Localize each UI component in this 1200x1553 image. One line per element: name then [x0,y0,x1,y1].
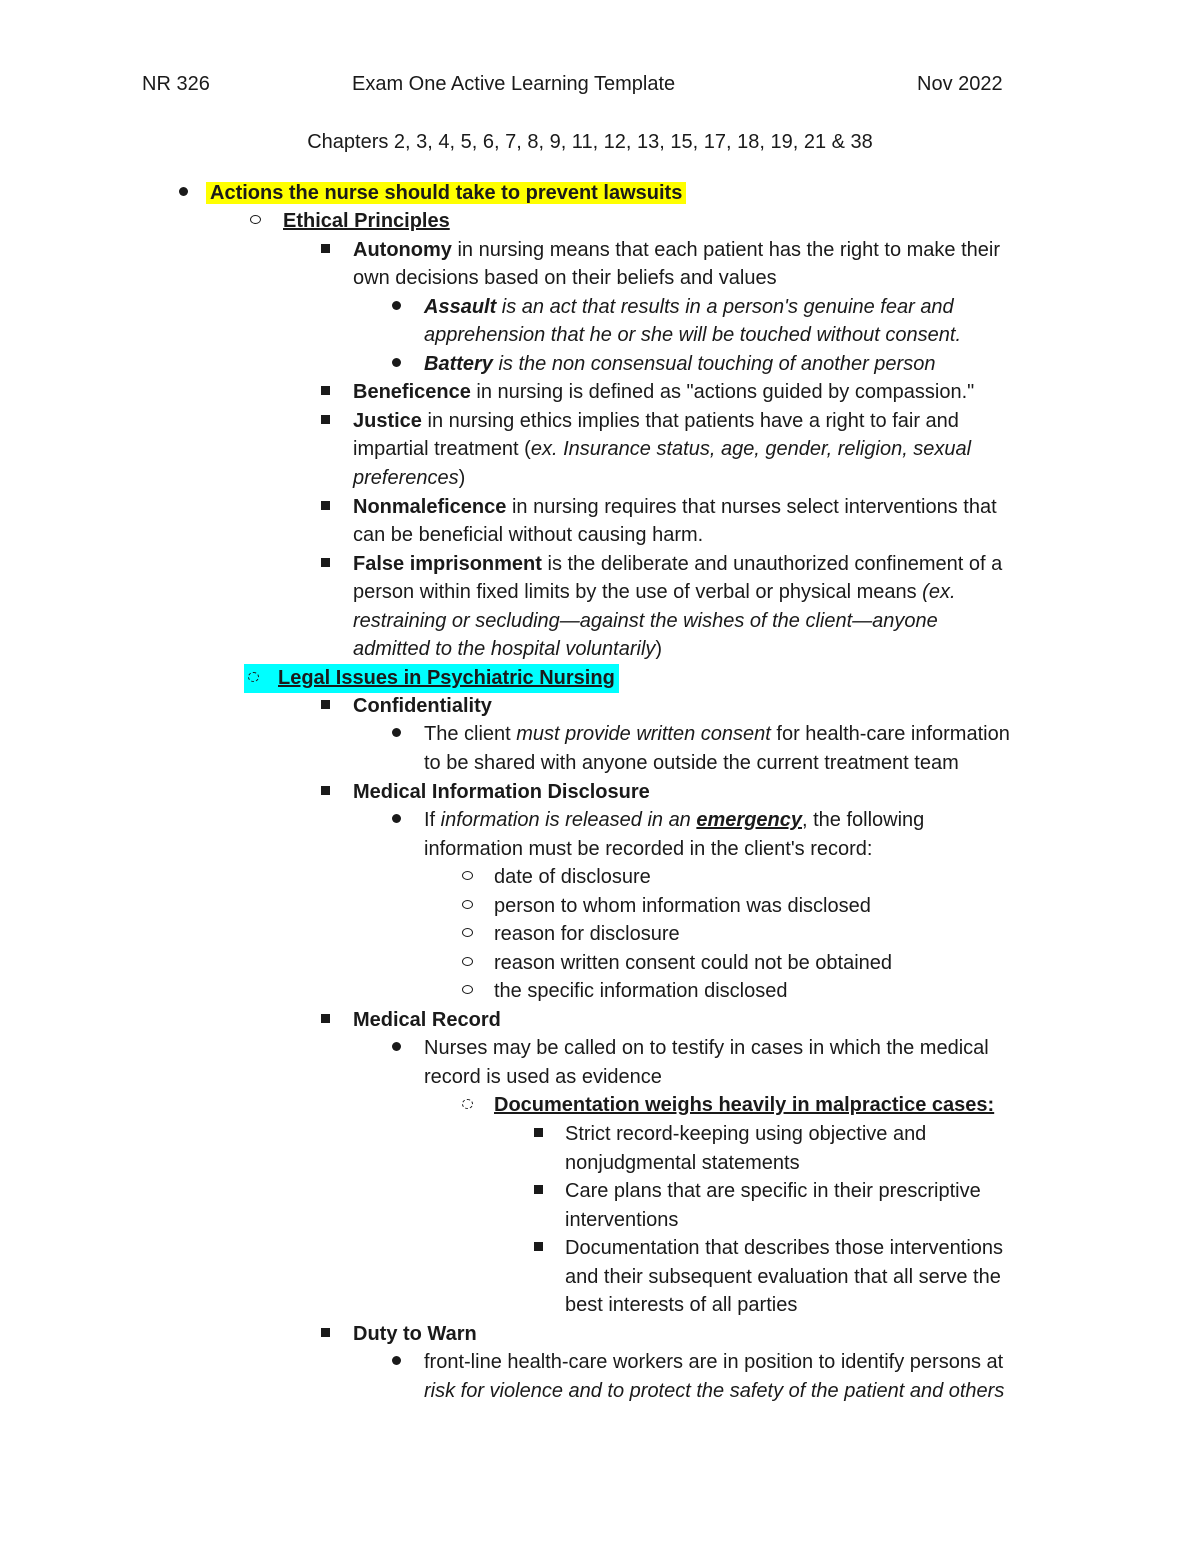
course-code: NR 326 [142,73,210,95]
text: for health-care information [770,723,1010,745]
topic-title: Medical Record [353,1009,501,1031]
bullet-square-icon [527,1177,549,1206]
text: Nurses may be called on to testify in cases in which the medical [424,1037,989,1059]
bullet-square-icon [314,493,336,522]
bullet-square-icon [527,1234,549,1263]
text-line: best interests of all parties [565,1294,798,1316]
example: ex. Insurance status, age, gender, religion, sexual [530,438,972,460]
bullet-ring-icon [456,863,478,892]
term: Justice [353,410,422,432]
text-line: record is used as evidence [424,1066,662,1088]
list-item-text: the specific information disclosed [494,980,788,1002]
definition-line: impartial treatment ( [353,438,531,460]
paren: ) [458,467,466,489]
example: admitted to the hospital voluntarily [353,638,656,660]
emphasis-strong: emergency [696,809,802,831]
list-item-text: reason written consent could not be obtained [494,952,893,974]
bullet-dashed-ring-icon [248,664,278,693]
bullet-ring-icon [456,920,478,949]
document-date: Nov 2022 [917,73,1003,95]
bullet-dot-icon [385,806,407,835]
term: Autonomy [353,239,452,261]
definition-line: can be beneficial without causing harm. [353,524,704,546]
text-line: information must be recorded in the client's record: [424,838,873,860]
emphasis: must provide written consent [516,723,771,745]
bullet-dot-icon [385,1348,407,1377]
bullet-square-icon [314,236,336,265]
term: Nonmaleficence [353,496,507,518]
definition-line: apprehension that he or she will be touched without consent. [424,324,962,346]
bullet-ring-icon [244,207,266,236]
example: preferences [353,467,459,489]
text-line: and their subsequent evaluation that all serve the [565,1266,1001,1288]
subsection-heading: Ethical Principles [283,210,450,232]
text-line: interventions [565,1209,679,1231]
definition: in nursing means that each patient has the right to make their [451,239,1000,261]
bullet-dot-icon [385,293,407,322]
heading-text: Documentation weighs heavily in malpractice cases: [494,1094,995,1116]
bullet-ring-icon [456,892,478,921]
bullet-square-icon [314,778,336,807]
term: Battery [424,353,493,375]
bullet-dot-icon [385,720,407,749]
emphasis-line: risk for violence and to protect the safety of the patient and others [424,1380,1005,1402]
bullet-square-icon [527,1120,549,1149]
bullet-ring-icon [456,977,478,1006]
text: Care plans that are specific in their prescriptive [565,1180,981,1202]
example: restraining or secluding—against the wishes of the client—anyone [353,610,938,632]
bullet-dashed-ring-icon [456,1091,478,1120]
text-line: nonjudgmental statements [565,1152,800,1174]
text-line: to be shared with anyone outside the current treatment team [424,752,959,774]
bullet-square-icon [314,1320,336,1349]
definition-line: person within fixed limits by the use of verbal or physical means [353,581,923,603]
chapters-line: Chapters 2, 3, 4, 5, 6, 7, 8, 9, 11, 12, 13, 15, 17, 18, 19, 21 & 38 [307,131,873,153]
topic-title: Confidentiality [353,695,492,717]
bullet-square-icon [314,378,336,407]
text: The client [424,723,517,745]
bullet-dot-icon [385,1034,407,1063]
example: (ex. [922,581,956,603]
bullet-ring-icon [456,949,478,978]
bullet-square-icon [314,1006,336,1035]
list-item-text: person to whom information was disclosed [494,895,871,917]
list-item-text: date of disclosure [494,866,651,888]
term: Beneficence [353,381,471,403]
document-title: Exam One Active Learning Template [352,73,676,95]
text: Documentation that describes those interventions [565,1237,1004,1259]
topic-title: Medical Information Disclosure [353,781,650,803]
bullet-dot-icon [385,350,407,379]
paren: ) [655,638,663,660]
text: front-line health-care workers are in position to identify persons at [424,1351,1004,1373]
term: Assault [424,296,497,318]
bullet-dot-icon [172,179,194,208]
bullet-square-icon [314,407,336,436]
bullet-square-icon [314,692,336,721]
definition: in nursing ethics implies that patients have a right to fair and [421,410,959,432]
definition: in nursing requires that nurses select interventions that [506,496,997,518]
bullet-square-icon [314,550,336,579]
definition: in nursing is defined as "actions guided by compassion." [470,381,975,403]
definition: is the non consensual touching of another person [492,353,936,375]
topic-title: Duty to Warn [353,1323,477,1345]
section-heading: Actions the nurse should take to prevent lawsuits [210,182,683,204]
term: False imprisonment [353,553,542,575]
definition: is an act that results in a person's genuine fear and [496,296,954,318]
definition: is the deliberate and unauthorized confinement of a [541,553,1003,575]
text: , the following [802,809,925,831]
subsection-heading: Legal Issues in Psychiatric Nursing [278,667,615,689]
text: If [424,809,441,831]
emphasis: information is released in an [440,809,697,831]
list-item-text: reason for disclosure [494,923,680,945]
text: Strict record-keeping using objective and [565,1123,927,1145]
definition-line: own decisions based on their beliefs and values [353,267,777,289]
